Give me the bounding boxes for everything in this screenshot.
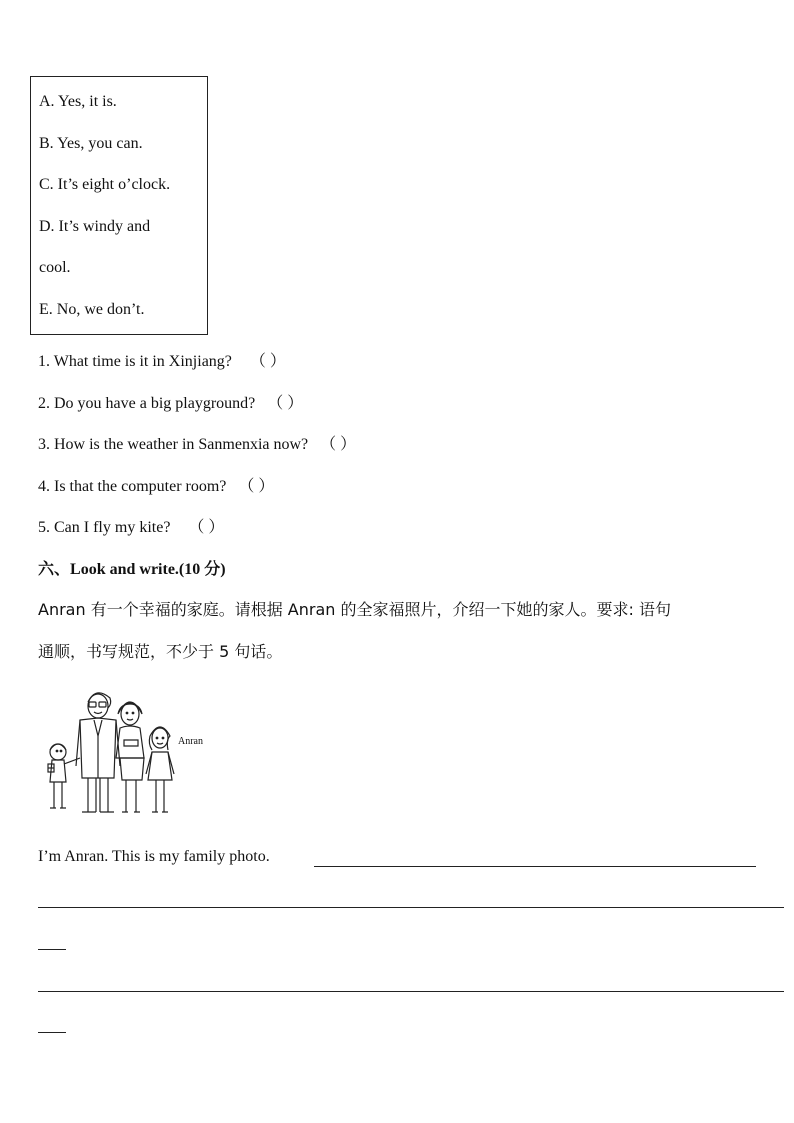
section-number: 六、 bbox=[38, 559, 71, 578]
question-3 bbox=[38, 431, 356, 454]
section-title: Look and write.(10 分) bbox=[70, 561, 226, 578]
option-e: E. No, we don’t. bbox=[39, 301, 145, 318]
question-1 bbox=[38, 348, 286, 371]
option-d: D. It’s windy and bbox=[39, 218, 151, 235]
mother-figure bbox=[116, 702, 144, 812]
question-text: 2. Do you have a big playground? bbox=[38, 395, 256, 412]
instruction-line-2: 通顺，书写规范，不少于 5 句话。 bbox=[38, 642, 283, 661]
answer-blank[interactable]: （ ） bbox=[267, 395, 304, 412]
option-a: A. Yes, it is. bbox=[39, 93, 117, 110]
question-2 bbox=[38, 390, 303, 413]
option-b: B. Yes, you can. bbox=[39, 135, 143, 152]
answer-blank[interactable]: （ ） bbox=[238, 478, 275, 495]
answer-blank[interactable]: （ ） bbox=[188, 519, 225, 536]
instruction-line-1: Anran 有一个幸福的家庭。请根据 Anran 的全家福照片，介绍一下她的家人。要求: 语句 bbox=[38, 600, 671, 619]
anran-figure bbox=[146, 727, 174, 812]
question-4 bbox=[38, 473, 274, 496]
family-drawing-icon bbox=[38, 680, 218, 820]
writing-line-3[interactable] bbox=[38, 991, 784, 992]
writing-line-3-end[interactable] bbox=[38, 1032, 66, 1033]
question-5 bbox=[38, 514, 224, 537]
writing-line-1[interactable] bbox=[314, 866, 756, 867]
question-text: 3. How is the weather in Sanmenxia now? bbox=[38, 436, 309, 453]
family-photo-illustration bbox=[38, 680, 218, 820]
option-c: C. It’s eight o’clock. bbox=[39, 176, 171, 193]
answer-blank[interactable]: （ ） bbox=[320, 436, 357, 453]
writing-line-2[interactable] bbox=[38, 907, 784, 908]
section-heading bbox=[38, 556, 226, 579]
question-text: 4. Is that the computer room? bbox=[38, 478, 227, 495]
option-d-continued: cool. bbox=[39, 259, 71, 276]
anran-label: Anran bbox=[178, 736, 203, 747]
answer-blank[interactable]: （ ） bbox=[249, 353, 286, 370]
little-sister-figure bbox=[48, 744, 80, 808]
father-figure bbox=[76, 693, 120, 812]
question-text: 5. Can I fly my kite? bbox=[38, 519, 171, 536]
answer-options-box bbox=[30, 76, 208, 335]
writing-starter: I’m Anran. This is my family photo. bbox=[38, 848, 270, 865]
question-text: 1. What time is it in Xinjiang? bbox=[38, 353, 232, 370]
writing-line-2-end[interactable] bbox=[38, 949, 66, 950]
